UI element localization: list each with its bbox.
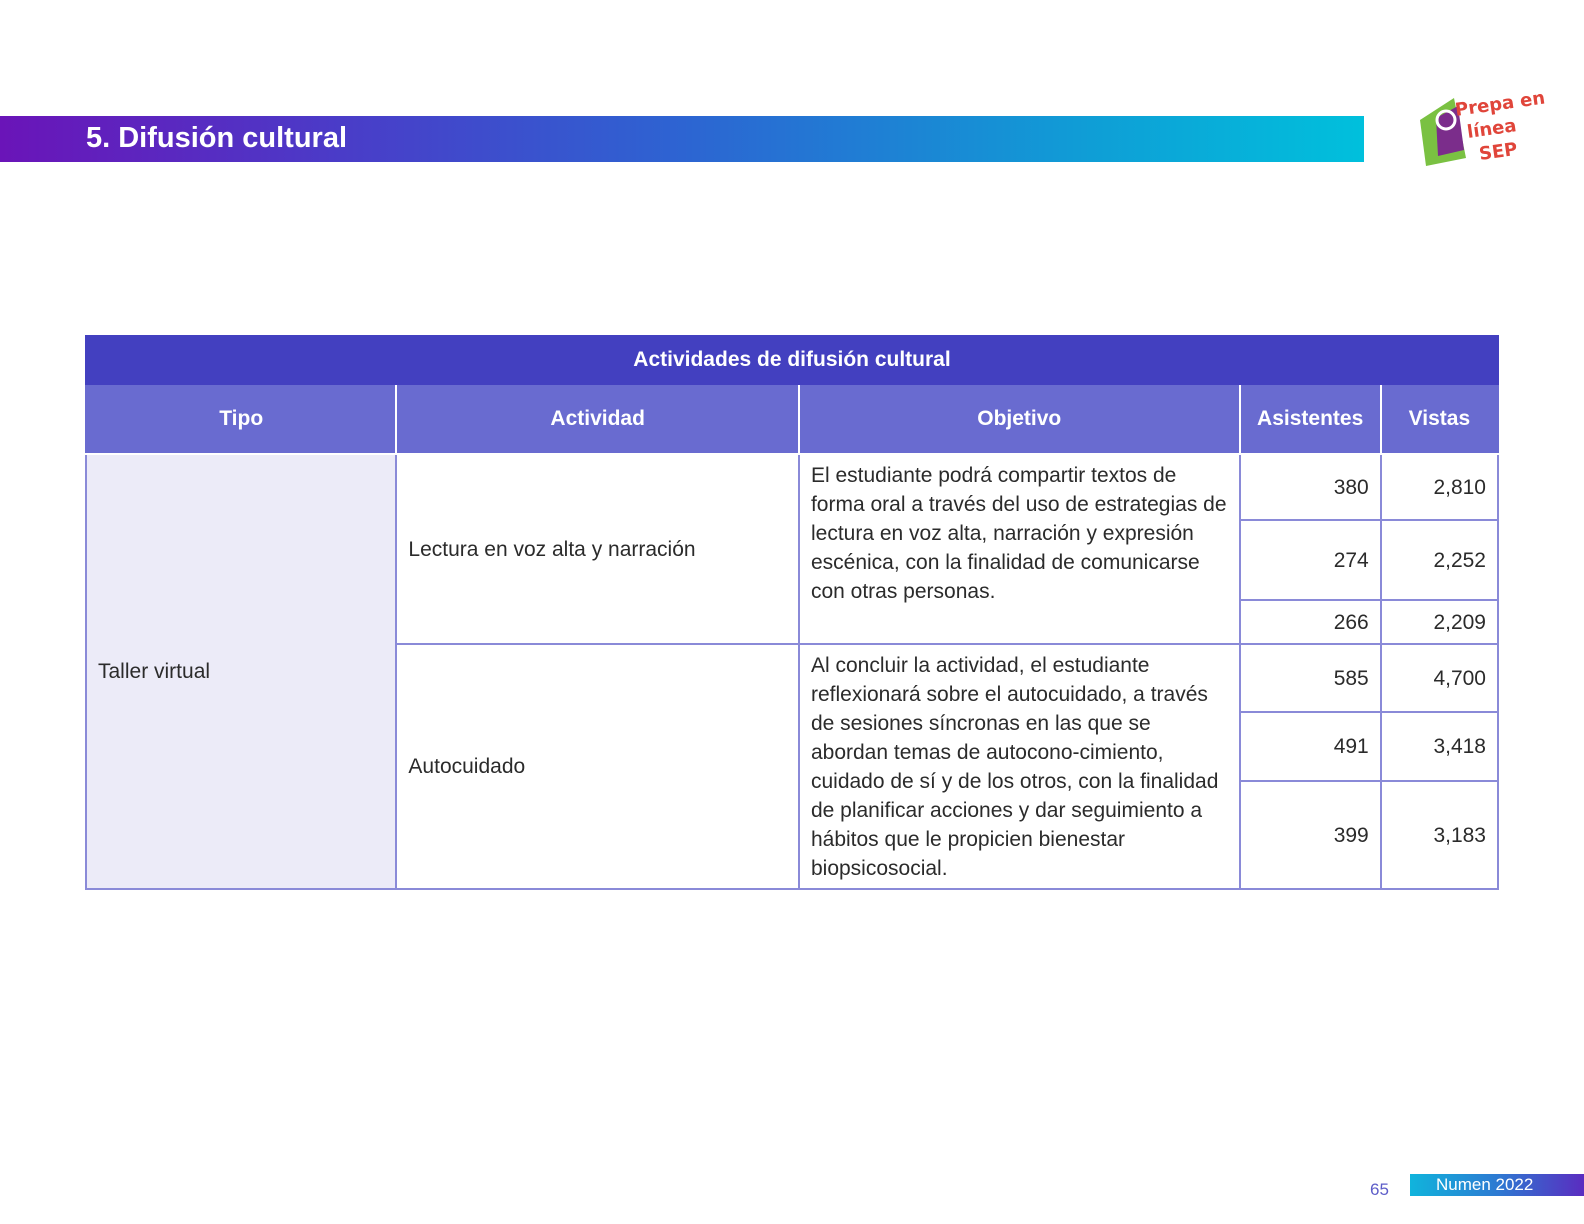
vistas-cell: 2,209 [1381, 600, 1498, 644]
asistentes-cell: 266 [1240, 600, 1381, 644]
publication-name: Numen 2022 [1436, 1175, 1534, 1194]
table-title: Actividades de difusión cultural [86, 336, 1498, 384]
actividad-cell: Autocuidado [396, 644, 799, 889]
svg-text:línea: línea [1465, 115, 1518, 143]
vistas-cell: 4,700 [1381, 644, 1498, 712]
actividad-cell: Lectura en voz alta y narración [396, 454, 799, 644]
header-objetivo: Objetivo [799, 384, 1240, 454]
header-asistentes: Asistentes [1240, 384, 1381, 454]
section-header-bar [0, 116, 1364, 162]
asistentes-cell: 380 [1240, 454, 1381, 520]
svg-text:SEP: SEP [1477, 138, 1519, 165]
vistas-cell: 3,418 [1381, 712, 1498, 781]
page-number: 65 [1370, 1180, 1389, 1199]
asistentes-cell: 491 [1240, 712, 1381, 781]
asistentes-cell: 274 [1240, 520, 1381, 600]
section-title: 5. Difusión cultural [86, 122, 348, 154]
footer-publication-bar [1410, 1174, 1584, 1196]
objetivo-cell: Al concluir la actividad, el estudiante reflexionará sobre el autocuidado, a través de sesiones síncronas en las que se abordan temas de autocono-cimiento, cuidado de sí y de los otros, con la finalidad de planificar acciones y dar seguimiento a hábitos que le propicien bienestar biopsicosocial. [799, 644, 1240, 889]
prepa-en-linea-logo [1418, 87, 1547, 170]
asistentes-cell: 585 [1240, 644, 1381, 712]
vistas-cell: 2,810 [1381, 454, 1498, 520]
vistas-cell: 2,252 [1381, 520, 1498, 600]
logo-icon [1418, 87, 1547, 170]
header-tipo: Tipo [86, 384, 396, 454]
cultural-activities-table [85, 335, 1499, 890]
header-actividad: Actividad [396, 384, 799, 454]
asistentes-cell: 399 [1240, 781, 1381, 889]
objetivo-cell: El estudiante podrá compartir textos de forma oral a través del uso de estrategias de lectura en voz alta, narración y expresión escénica, con la finalidad de comunicarse con otras personas. [799, 454, 1240, 644]
tipo-cell: Taller virtual [86, 454, 396, 889]
header-vistas: Vistas [1381, 384, 1498, 454]
svg-text:Prepa en: Prepa en [1453, 87, 1547, 121]
vistas-cell: 3,183 [1381, 781, 1498, 889]
